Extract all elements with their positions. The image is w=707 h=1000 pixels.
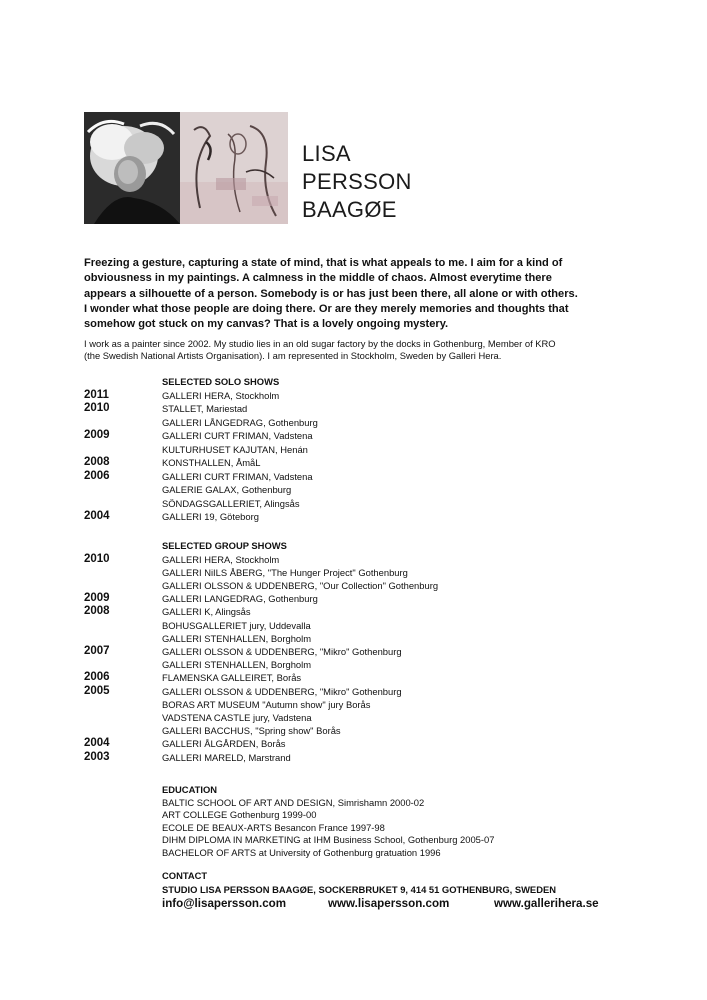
year-entries bbox=[162, 470, 644, 511]
exhibition-entry: STALLET, Mariestad bbox=[162, 403, 248, 414]
education-list bbox=[162, 797, 644, 860]
exhibition-entry: GALLERI LANGEDRAG, Gothenburg bbox=[162, 593, 318, 605]
exhibition-entry: BORAS ART MUSEUM "Autumn show" jury Borås bbox=[162, 698, 371, 710]
exhibition-entry: GALLERI OLSSON & UDDENBERG, "Mikro" Gothenburg bbox=[162, 645, 402, 657]
year-entries bbox=[162, 510, 644, 524]
exhibition-entry: GALLERI OLSSON & UDDENBERG, "Our Collection" Gothenburg bbox=[162, 579, 439, 591]
exhibition-entry: FLAMENSKA GALLEIRET, Borås bbox=[162, 672, 302, 684]
education-item: DIHM DIPLOMA IN MARKETING at IHM Business School, Gothenburg 2005-07 bbox=[162, 834, 495, 846]
website-link[interactable]: www.lisapersson.com bbox=[328, 896, 450, 910]
contact-section bbox=[84, 870, 644, 912]
artist-portrait-photo bbox=[84, 112, 180, 224]
name-line: BAAGØE bbox=[302, 197, 397, 222]
name-line: PERSSON bbox=[302, 169, 412, 194]
year-label: 2004 bbox=[84, 737, 110, 750]
year-row bbox=[84, 645, 644, 671]
year-entries bbox=[162, 389, 644, 403]
exhibition-entry: KULTURHUSET KAJUTAN, Henán bbox=[162, 443, 308, 455]
year-label: 2006 bbox=[84, 469, 110, 482]
education-item: BALTIC SCHOOL OF ART AND DESIGN, Simrishamn 2000-02 bbox=[162, 796, 425, 808]
year-row bbox=[84, 429, 644, 456]
bio-line: I work as a painter since 2002. My studio lies in an old sugar factory by the docks in Gothenburg, Member of KRO bbox=[84, 338, 556, 349]
year-entries bbox=[162, 592, 644, 605]
year-entries bbox=[162, 553, 644, 593]
exhibition-entry: GALLERI HERA, Stockholm bbox=[162, 553, 280, 565]
exhibition-entry: SÖNDAGSGALLERIET, Alingsås bbox=[162, 497, 300, 509]
group-shows-title: SELECTED GROUP SHOWS bbox=[162, 540, 287, 551]
year-entries bbox=[162, 645, 644, 671]
exhibition-entry: KONSTHALLEN, ÅmåL bbox=[162, 457, 261, 468]
year-row bbox=[84, 605, 644, 645]
year-row bbox=[84, 402, 644, 429]
education-item: ECOLE DE BEAUX-ARTS Besancon France 1997-98 bbox=[162, 821, 385, 833]
exhibition-entry: GALLERI NiILS ÅBERG, "The Hunger Project" Gothenburg bbox=[162, 566, 408, 578]
year-row bbox=[84, 553, 644, 593]
year-row bbox=[84, 737, 644, 750]
year-label: 2006 bbox=[84, 671, 110, 684]
education-title: EDUCATION bbox=[162, 784, 218, 795]
year-row bbox=[84, 751, 644, 764]
statement-line: appears a silhouette of a person. Somebody is or has just been there, all alone or with others. bbox=[84, 287, 578, 300]
statement-line: obviousness in my paintings. A calmness in the middle of chaos. Almost everytime there bbox=[84, 272, 552, 285]
year-label: 2007 bbox=[84, 644, 110, 657]
year-label: 2004 bbox=[84, 510, 110, 522]
year-entries bbox=[162, 751, 644, 764]
education-section bbox=[84, 784, 644, 859]
artist-statement bbox=[84, 256, 624, 332]
exhibition-entry: GALLERI CURT FRIMAN, Vadstena bbox=[162, 470, 313, 482]
year-row bbox=[84, 592, 644, 605]
year-entries bbox=[162, 685, 644, 738]
painting-illustration bbox=[180, 112, 288, 224]
gallery-website-link[interactable]: www.gallerihera.se bbox=[494, 896, 599, 910]
year-label: 2010 bbox=[84, 402, 110, 414]
exhibition-entry: GALLERI HERA, Stockholm bbox=[162, 389, 280, 401]
year-entries bbox=[162, 402, 644, 429]
studio-address: STUDIO LISA PERSSON BAAGØE, SOCKERBRUKET 9, 414 51 GOTHENBURG, SWEDEN bbox=[162, 883, 556, 895]
statement-line: I wonder what those people are doing there. Or are they merely memories and thoughts that bbox=[84, 302, 569, 315]
year-row bbox=[84, 470, 644, 511]
education-item: BACHELOR OF ARTS at University of Gothenburg gratuation 1996 bbox=[162, 846, 441, 858]
exhibition-entry: GALERIE GALAX, Gothenburg bbox=[162, 484, 292, 495]
statement-line: somehow got stuck on my canvas? That is a lovely ongoing mystery. bbox=[84, 318, 449, 331]
exhibition-entry: VADSTENA CASTLE jury, Vadstena bbox=[162, 711, 312, 723]
exhibition-entry: GALLERI 19, Göteborg bbox=[162, 511, 259, 522]
year-row bbox=[84, 510, 644, 524]
contact-links bbox=[162, 896, 644, 912]
exhibition-entry: GALLERI LÅNGEDRAG, Gothenburg bbox=[162, 416, 318, 428]
year-entries bbox=[162, 429, 644, 456]
year-entries bbox=[162, 456, 644, 470]
solo-shows-title: SELECTED SOLO SHOWS bbox=[162, 376, 280, 387]
year-label: 2008 bbox=[84, 605, 110, 618]
statement-line: Freezing a gesture, capturing a state of mind, that is what appeals to me. I aim for a kind of bbox=[84, 257, 563, 269]
exhibition-entry: GALLERI ÅLGÅRDEN, Borås bbox=[162, 738, 286, 750]
education-item: ART COLLEGE Gothenburg 1999-00 bbox=[162, 809, 317, 821]
exhibition-entry: GALLERI CURT FRIMAN, Vadstena bbox=[162, 430, 313, 441]
exhibition-entry: GALLERI MARELD, Marstrand bbox=[162, 751, 291, 763]
year-entries bbox=[162, 737, 644, 750]
year-label: 2009 bbox=[84, 429, 110, 441]
year-label: 2008 bbox=[84, 456, 110, 468]
year-entries bbox=[162, 605, 644, 645]
year-label: 2003 bbox=[84, 750, 110, 763]
solo-shows-section bbox=[84, 376, 644, 524]
year-row bbox=[84, 671, 644, 684]
email-link[interactable]: info@lisapersson.com bbox=[162, 896, 287, 910]
exhibition-entry: GALLERI K, Alingsås bbox=[162, 606, 251, 618]
year-entries bbox=[162, 671, 644, 684]
exhibition-entry: GALLERI STENHALLEN, Borgholm bbox=[162, 632, 312, 644]
year-label: 2009 bbox=[84, 592, 110, 605]
exhibition-entry: GALLERI BACCHUS, "Spring show" Borås bbox=[162, 725, 341, 737]
group-shows-section bbox=[84, 540, 644, 764]
exhibition-entry: GALLERI STENHALLEN, Borgholm bbox=[162, 659, 312, 671]
portrait-illustration bbox=[84, 112, 180, 224]
exhibition-entry: BOHUSGALLERIET jury, Uddevalla bbox=[162, 619, 311, 631]
painting-thumbnail bbox=[180, 112, 288, 224]
contact-title: CONTACT bbox=[162, 870, 208, 881]
year-row bbox=[84, 456, 644, 470]
year-row bbox=[84, 685, 644, 738]
year-row bbox=[84, 389, 644, 403]
year-label: 2005 bbox=[84, 684, 110, 697]
exhibition-entry: GALLERI OLSSON & UDDENBERG, "Mikro" Gothenburg bbox=[162, 685, 402, 697]
artist-bio bbox=[84, 338, 644, 363]
year-label: 2010 bbox=[84, 552, 110, 565]
name-line: LISA bbox=[302, 141, 351, 166]
bio-line: (the Swedish National Artists Organisation). I am represented in Stockholm, Sweden by Galleri Hera. bbox=[84, 350, 502, 362]
artist-name bbox=[302, 140, 412, 224]
year-label: 2011 bbox=[84, 388, 109, 401]
